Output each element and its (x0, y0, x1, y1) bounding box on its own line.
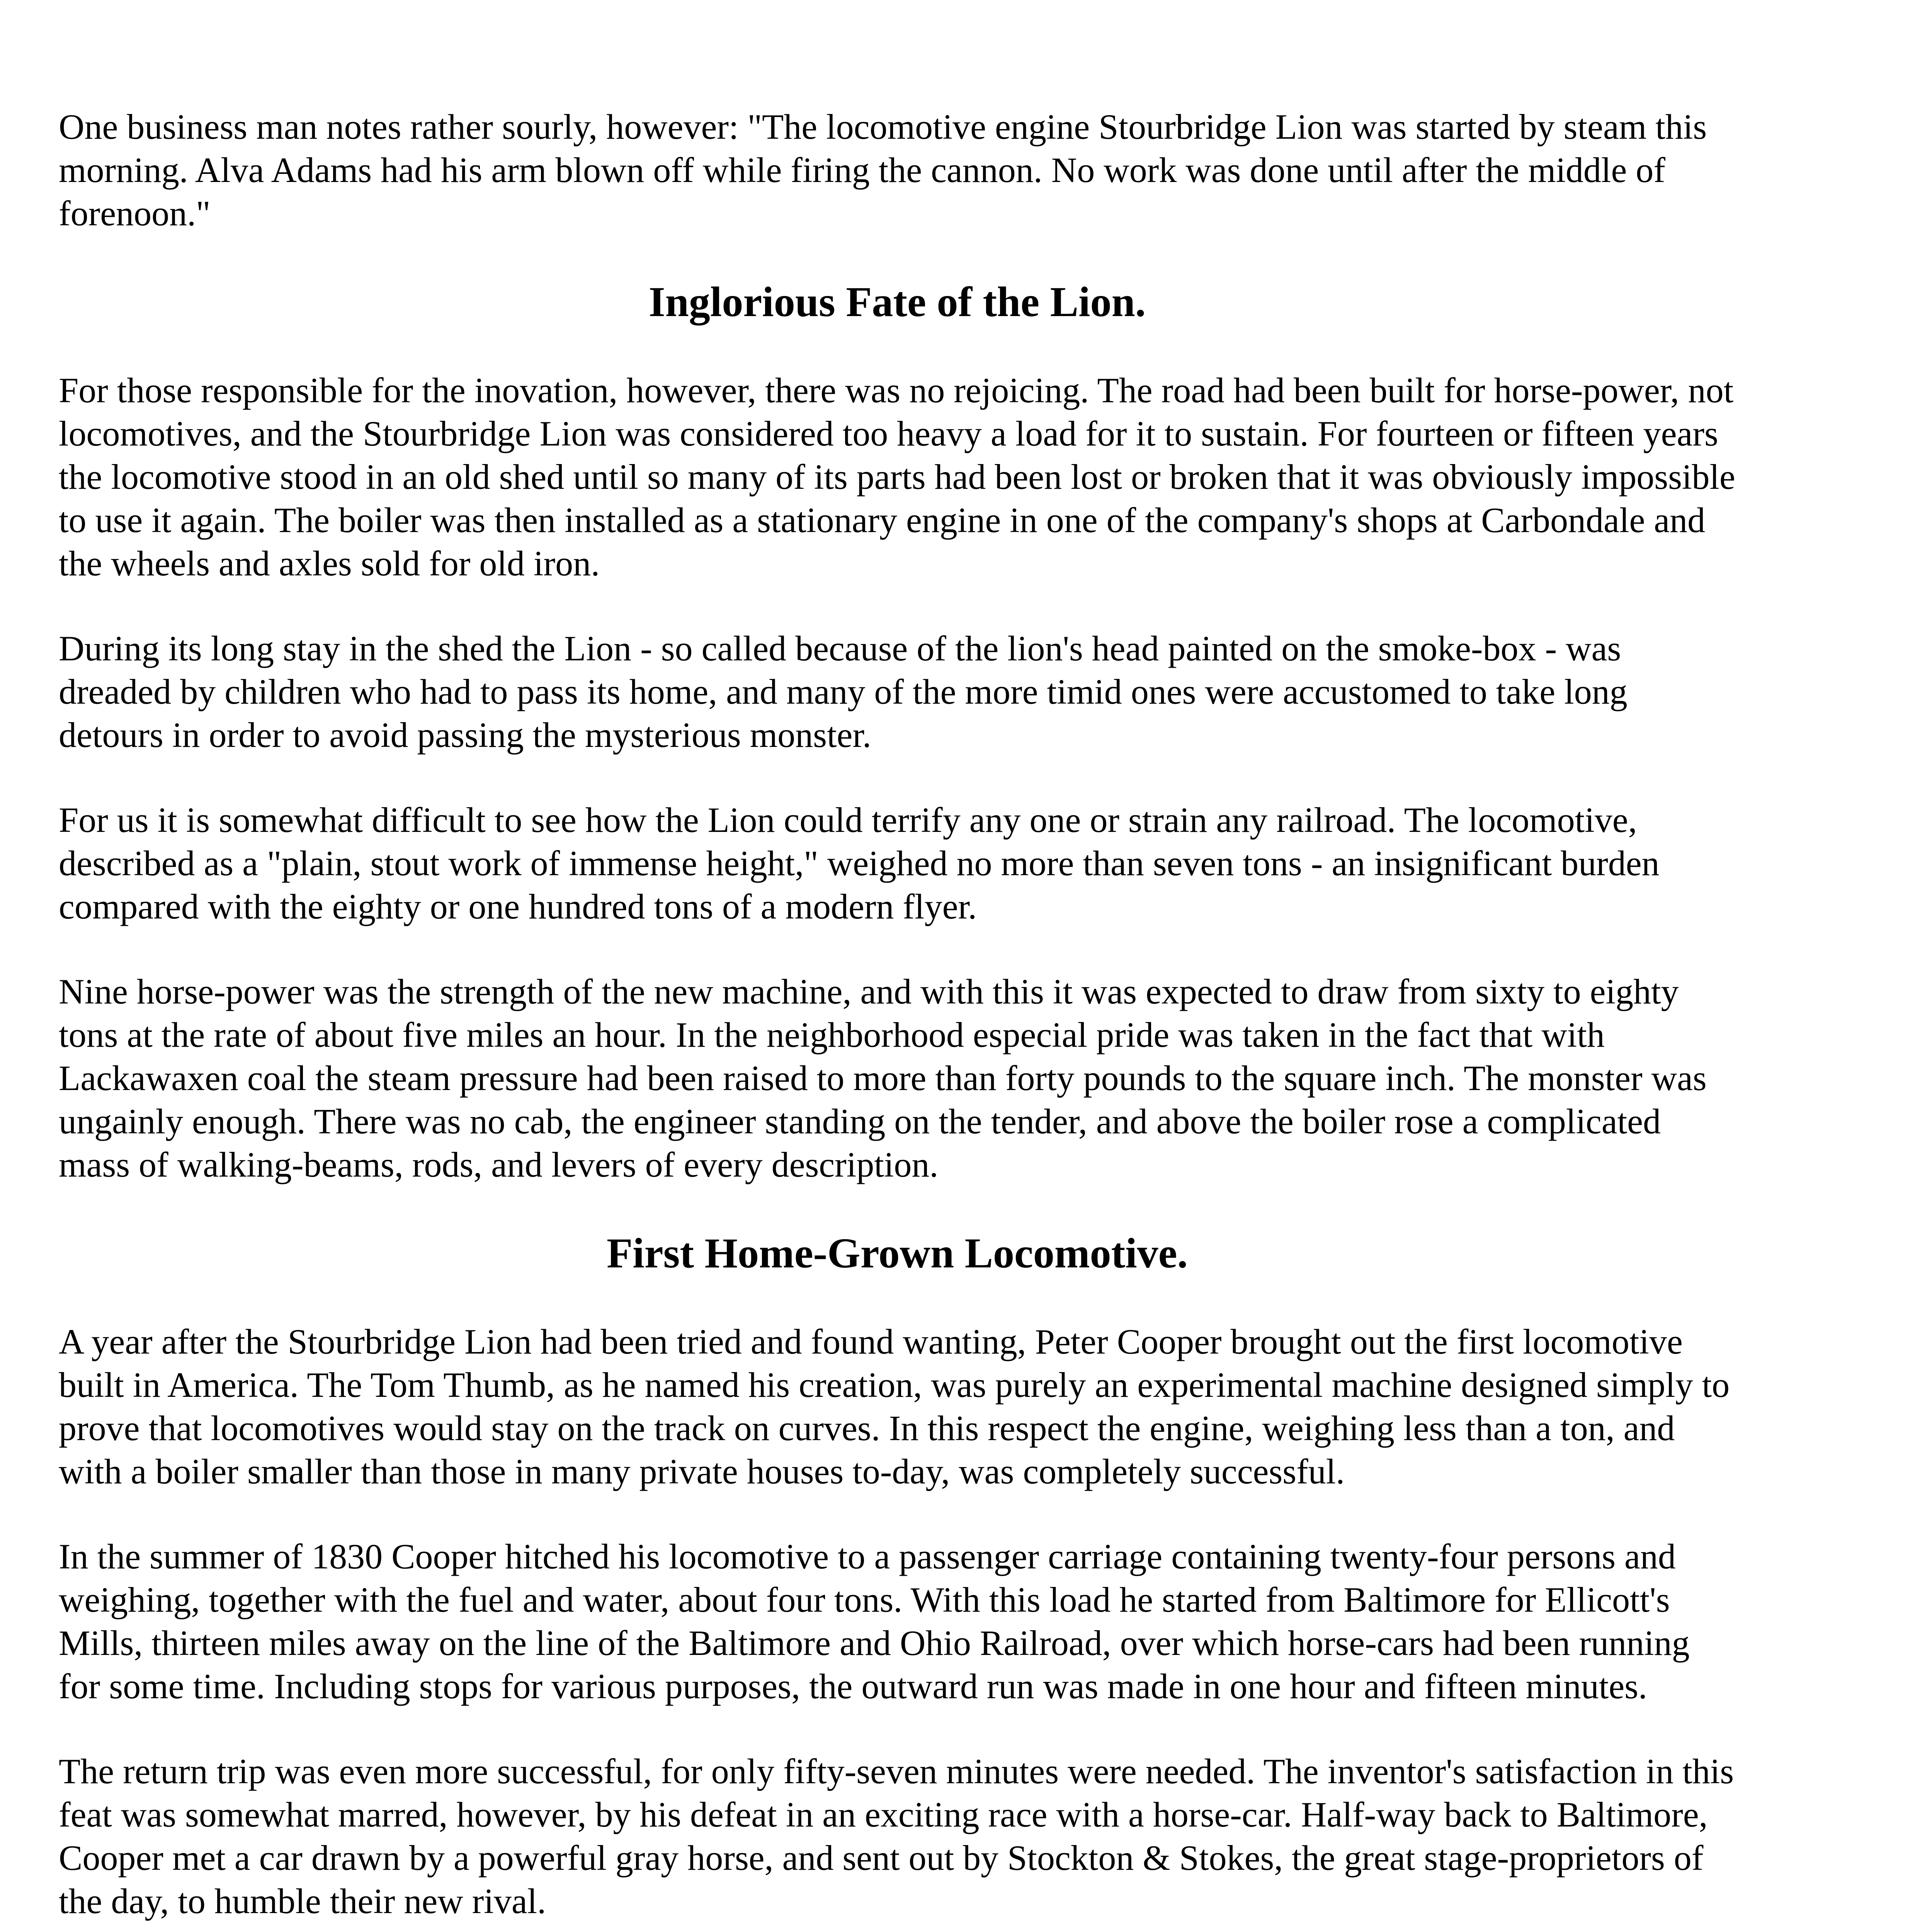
section-heading-first-home-grown: First Home-Grown Locomotive. (606, 1230, 1188, 1277)
document-page (59, 105, 1736, 1932)
body-paragraph: During its long stay in the shed the Lion - so called because of the lion's head painted on the smoke-box - was dreaded by children who had to pass its home, and many of the more timid ones were accustomed to take long detours in order to avoid passing the mysterious monster. (59, 629, 1628, 755)
body-paragraph: For us it is somewhat difficult to see how the Lion could terrify any one or strain any railroad. The locomotive, described as a "plain, stout work of immense height," weighed no more than seven tons - an insignificant burden compared with the eighty or one hundred tons of a modern flyer. (59, 800, 1660, 926)
body-paragraph: The return trip was even more successful, for only fifty-seven minutes were needed. The inventor's satisfaction in this feat was somewhat marred, however, by his defeat in an exciting race with a horse-car. Half-way back to Baltimore, Cooper met a car drawn by a powerful gray horse, and sent out by Stockton & Stokes, the great stage-proprietors of the day, to humble their new rival. (59, 1752, 1734, 1921)
body-paragraph: In the summer of 1830 Cooper hitched his locomotive to a passenger carriage containing twenty-four persons and weighing, together with the fuel and water, about four tons. With this load he started from Baltimore for Ellicott's Mills, thirteen miles away on the line of the Baltimore and Ohio Railroad, over which horse-cars had been running for some time. Including stops for various purposes, the outward run was made in one hour and fifteen minutes. (59, 1537, 1690, 1706)
body-paragraph: A year after the Stourbridge Lion had been tried and found wanting, Peter Cooper brought out the first locomotive built in America. The Tom Thumb, as he named his creation, was purely an experimental machine designed simply to prove that locomotives would stay on the track on curves. In this respect the engine, weighing less than a ton, and with a boiler smaller than those in many private houses to-day, was completely successful. (59, 1322, 1730, 1491)
section-heading-inglorious-fate: Inglorious Fate of the Lion. (648, 278, 1146, 325)
body-paragraph: For those responsible for the inovation, however, there was no rejoicing. The road had been built for horse-power, not locomotives, and the Stourbridge Lion was considered too heavy a load for it to sustain. For fourteen or fifteen years the locomotive stood in an old shed until so many of its parts had been lost or broken that it was obviously impossible to use it again. The boiler was then installed as a stationary engine in one of the company's shops at Carbondale and the wheels and axles sold for old iron. (59, 371, 1735, 583)
intro-paragraph: One business man notes rather sourly, however: "The locomotive engine Stourbridge Lion was started by steam this morning. Alva Adams had his arm blown off while firing the cannon. No work was done until after the middle of forenoon." (59, 107, 1707, 233)
body-paragraph: Nine horse-power was the strength of the new machine, and with this it was expected to draw from sixty to eighty tons at the rate of about five miles an hour. In the neighborhood especial pride was taken in the fact that with Lackawaxen coal the steam pressure had been raised to more than forty pounds to the square inch. The monster was ungainly enough. There was no cab, the engineer standing on the tender, and above the boiler rose a complicated mass of walking-beams, rods, and levers of every description. (59, 972, 1707, 1184)
